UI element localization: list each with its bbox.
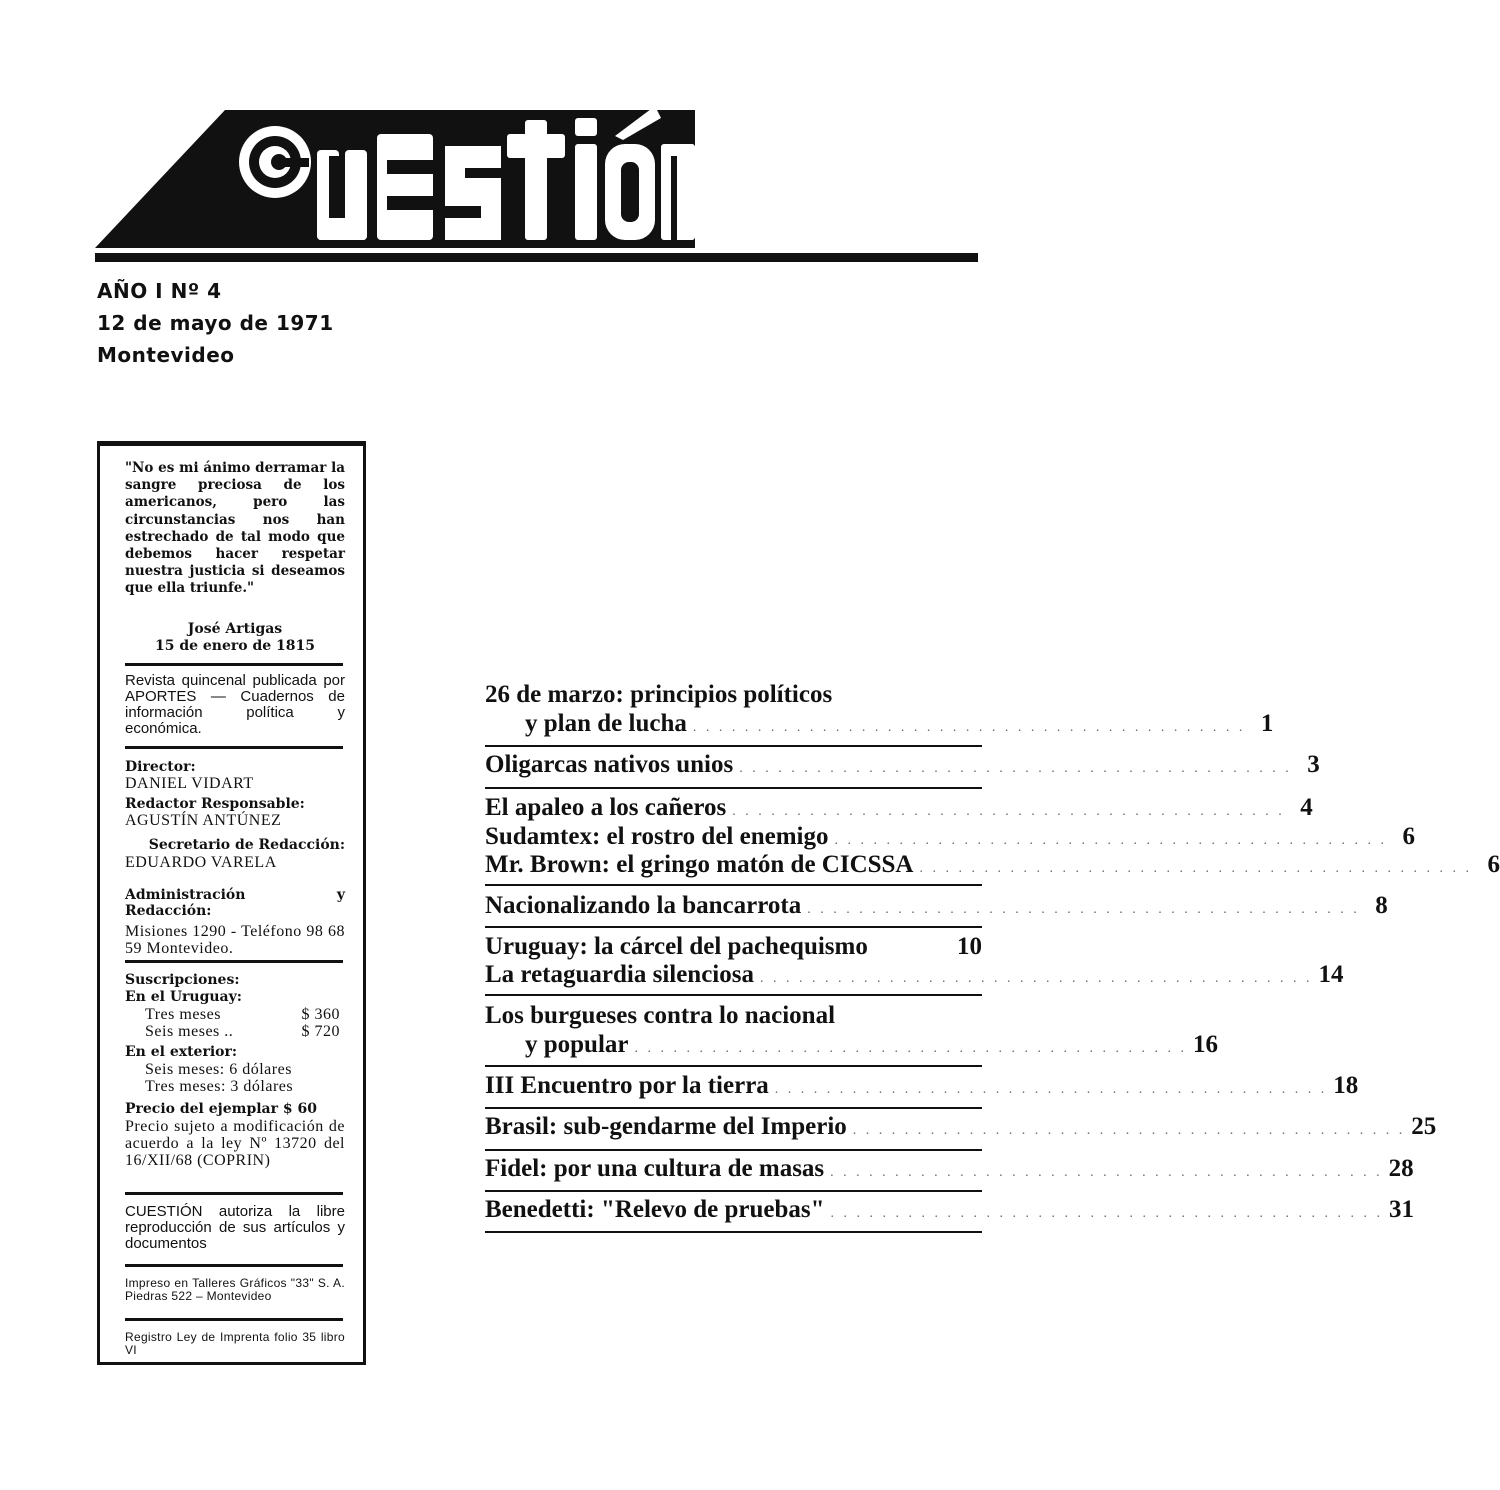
toc-page: 31 [1389,1196,1415,1223]
toc-title: 26 de marzo: principios políticos [485,681,833,708]
toc-entry[interactable]: Sudamtex: el rostro del enemigo . . . . . . . . . . . . . . . . . . . . . . . . . . . . . . . . . . . . . . . . . . . 6 [485,823,1415,850]
redactor-name: AGUSTÍN ANTÚNEZ [125,812,282,829]
toc-entry[interactable]: El apaleo a los cañeros . . . . . . . . . . . . . . . . . . . . . . . . . . . . . . . . . . . . . . . . . . . 4 [485,794,1313,821]
redactor-label: Redactor Responsable: [125,796,305,812]
toc-title: Fidel: por una cultura de masas [485,1155,825,1182]
subs-uruguay-label: En el Uruguay: [125,989,242,1005]
subs-price: $ 360 [301,1006,340,1023]
divider [125,1192,343,1195]
admin-address: Misiones 1290 - Teléfono 98 68 59 Montevideo. [125,923,345,957]
divider [485,926,982,928]
toc-page: 28 [1388,1155,1414,1182]
toc-title: y popular [525,1031,629,1058]
subs-price: $ 720 [301,1023,340,1040]
toc-title: Sudamtex: el rostro del enemigo [485,823,829,850]
divider [125,663,343,666]
price-label: Precio del ejemplar $ 60 [125,1101,317,1117]
toc-entry[interactable]: Benedetti: "Relevo de pruebas" . . . . . . . . . . . . . . . . . . . . . . . . . . . . . . . . . . . . . . . . . . . 31 [485,1196,1415,1223]
divider [485,884,982,886]
toc-page: 10 [957,933,982,960]
toc-page: 4 [1300,794,1313,821]
reproduction-note: CUESTIÓN autoriza la libre reproducción de sus artículos y documentos [125,1203,345,1252]
toc-page: 25 [1411,1113,1437,1140]
subs-period: Tres meses [145,1006,221,1023]
divider [485,787,982,789]
masthead-rule [95,253,978,262]
director-name: DANIEL VIDART [125,775,254,792]
toc-page: 6 [1487,851,1500,878]
toc-title: Uruguay: la cárcel del pachequismo [485,933,868,960]
toc-title: III Encuentro por la tierra [485,1072,769,1099]
divider [485,1065,982,1067]
toc-title: Oligarcas nativos unios [485,751,734,778]
issue-number: AÑO I Nº 4 [97,279,222,303]
toc-page: 3 [1307,751,1320,778]
issue-info [97,275,334,371]
divider [485,1107,982,1109]
issue-city: Montevideo [97,343,235,367]
printer-info: Impreso en Talleres Gráficos "33" S. A. Piedras 522 – Montevideo [125,1276,345,1303]
toc-title: Nacionalizando la bancarrota [485,892,802,919]
divider [125,746,343,749]
colophon-box [97,441,366,1365]
toc-title: La retaguardia silenciosa [485,961,754,988]
issue-date: 12 de mayo de 1971 [97,311,334,335]
admin-label: Administración y Redacción: [125,887,345,919]
toc-page: 18 [1333,1072,1359,1099]
divider [485,1149,982,1151]
divider [485,1190,982,1192]
secretario-name: EDUARDO VARELA [125,854,277,871]
toc-page: 8 [1375,892,1388,919]
toc-title: Benedetti: "Relevo de pruebas" [485,1196,825,1223]
artigas-quote: "No es mi ánimo derramar la sangre preciosa de los americanos, pero las circunstancias nos han estrechado de tal modo que debemos hacer respetar nuestra justicia si deseamos que ella triunfe." [125,460,345,597]
divider [125,960,343,963]
toc-entry[interactable]: Oligarcas nativos unios . . . . . . . . . . . . . . . . . . . . . . . . . . . . . . . . . . . . . . . . . . . 3 [485,751,1320,778]
publisher-note: Revista quincenal publicada por APORTES — Cuadernos de información política y económica. [125,672,345,737]
divider [485,1231,982,1233]
quote-author: José Artigas [187,621,283,637]
toc-entry[interactable] [485,932,982,961]
registry-info: Registro Ley de Imprenta folio 35 libro VI [125,1330,345,1357]
subs-exterior-label: En el exterior: [125,1044,238,1060]
toc-entry[interactable]: III Encuentro por la tierra . . . . . . . . . . . . . . . . . . . . . . . . . . . . . . . . . . . . . . . . . . . 18 [485,1072,1359,1099]
masthead-logo [95,100,695,250]
director-label: Director: [125,759,196,775]
subs-exterior-list [145,1061,345,1095]
toc-entry[interactable]: 26 de marzo: principios políticos y plan de lucha . . . . . . . . . . . . . . . . . . . . . . . . . . . . . . . . . . . . . . . . . . . 1 [485,681,1274,737]
toc-page: 6 [1402,823,1415,850]
subs-exterior-item: Tres meses: 3 dólares [145,1078,294,1095]
toc-page: 14 [1318,961,1344,988]
toc-title: Los burgueses contra lo nacional [485,1002,836,1029]
toc-page: 1 [1260,710,1274,737]
quote-date: 15 de enero de 1815 [154,638,316,654]
divider [125,1264,343,1267]
subs-label: Suscripciones: [125,972,240,988]
toc-entry[interactable]: Mr. Brown: el gringo matón de CICSSA . . . . . . . . . . . . . . . . . . . . . . . . . . . . . . . . . . . . . . . . . . . 6 [485,851,1500,878]
toc-entry[interactable]: Fidel: por una cultura de masas . . . . . . . . . . . . . . . . . . . . . . . . . . . . . . . . . . . . . . . . . . . 28 [485,1155,1414,1182]
toc-page: 16 [1193,1031,1219,1058]
toc-title: El apaleo a los cañeros [485,794,727,821]
subs-uruguay-row [145,1006,340,1040]
toc-entry[interactable]: Nacionalizando la bancarrota . . . . . . . . . . . . . . . . . . . . . . . . . . . . . . . . . . . . . . . . . . . 8 [485,892,1388,919]
divider [485,994,982,996]
toc-entry[interactable]: La retaguardia silenciosa . . . . . . . . . . . . . . . . . . . . . . . . . . . . . . . . . . . . . . . . . . . 14 [485,961,1344,988]
toc-entry[interactable]: Los burgueses contra lo nacional y popular . . . . . . . . . . . . . . . . . . . . . . . . . . . . . . . . . . . . . . . . . . . 16 [485,1002,1219,1058]
price-note: Precio sujeto a modificación de acuerdo a la ley Nº 13720 del 16/XII/68 (COPRIN) [125,1118,345,1169]
toc-title: Mr. Brown: el gringo matón de CICSSA [485,851,914,878]
subs-period: Seis meses .. [145,1023,234,1040]
subs-exterior-item: Seis meses: 6 dólares [145,1061,292,1078]
toc-entry[interactable]: Brasil: sub-gendarme del Imperio . . . . . . . . . . . . . . . . . . . . . . . . . . . . . . . . . . . . . . . . . . . 25 [485,1113,1437,1140]
toc-title: Brasil: sub-gendarme del Imperio [485,1113,847,1140]
divider [485,745,982,747]
toc-title: y plan de lucha [525,710,687,737]
secretario-label: Secretario de Redacción: [148,837,345,853]
divider [125,1318,343,1321]
